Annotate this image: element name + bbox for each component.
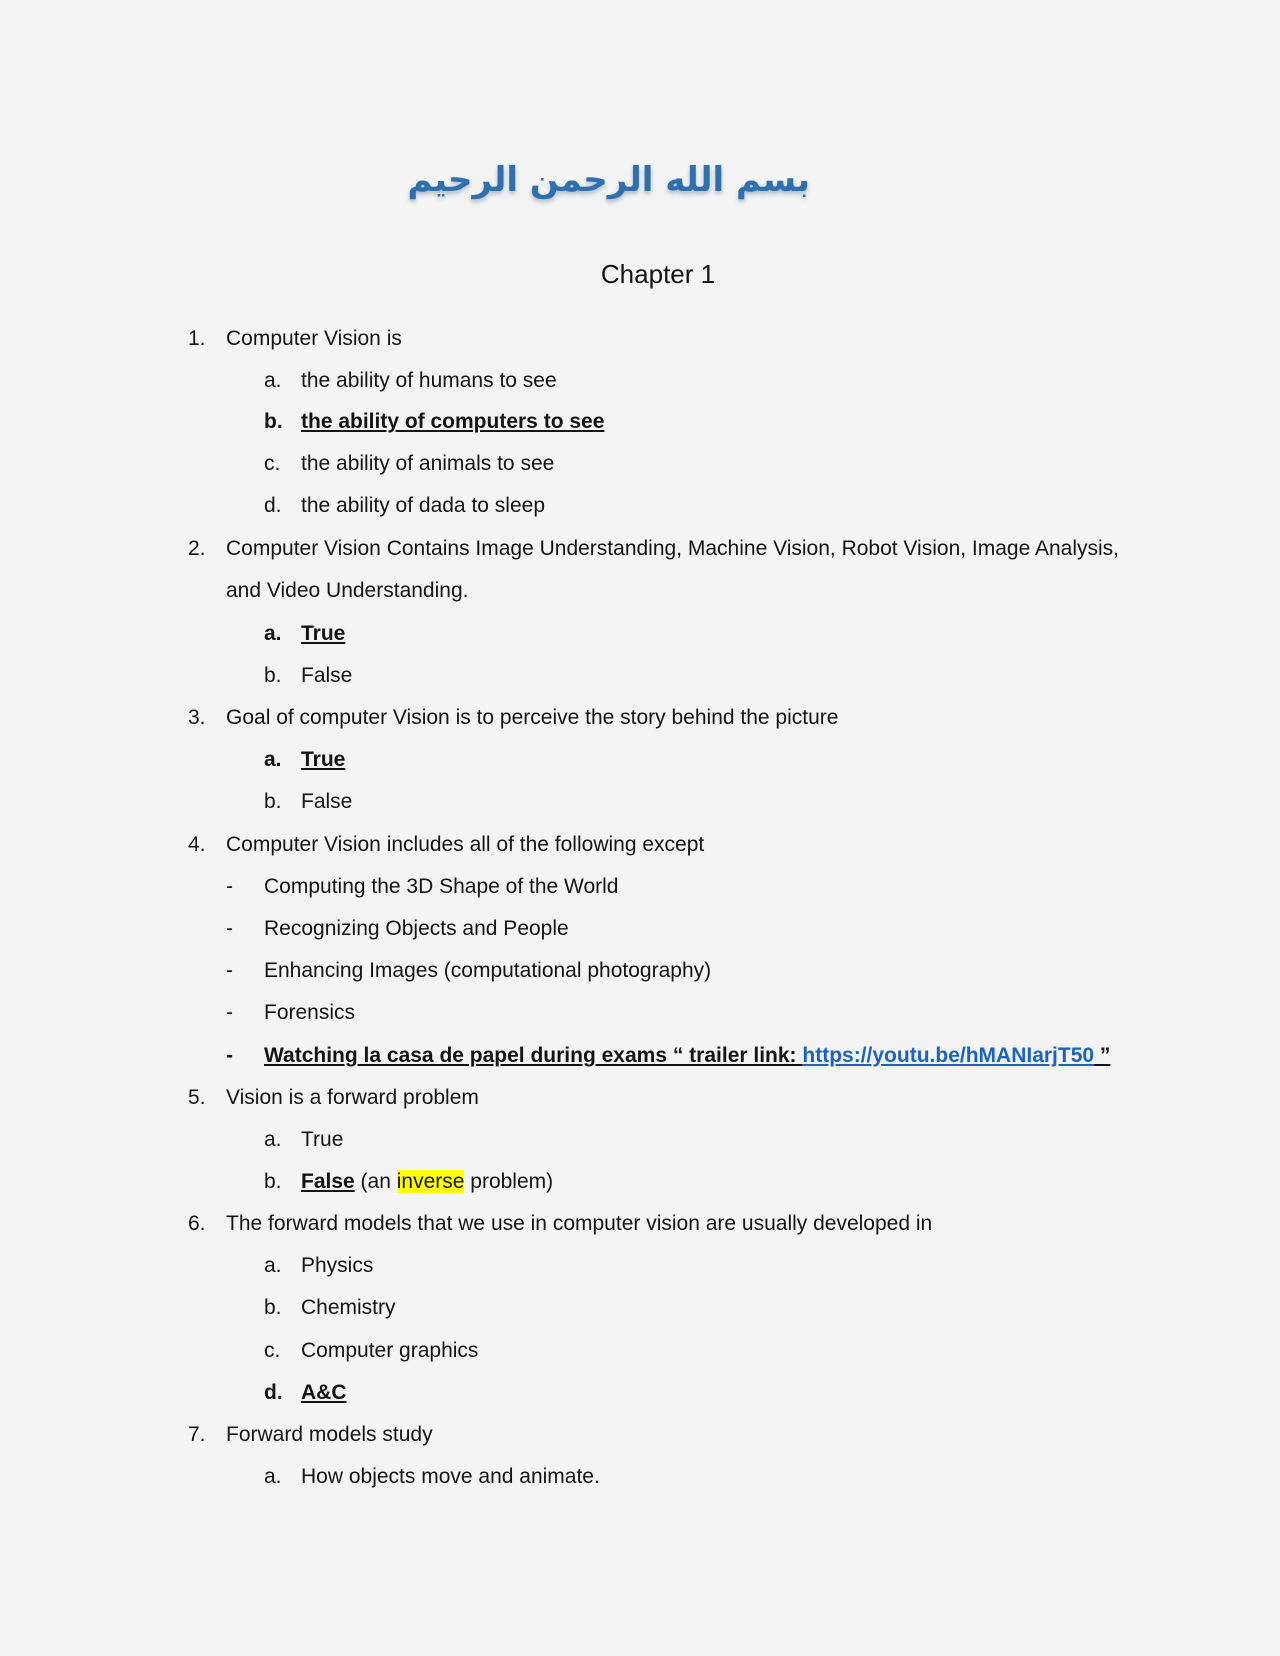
option-letter: b. <box>264 664 282 687</box>
bullet-text-answer <box>264 1041 1110 1071</box>
option-text-answer: the ability of computers to see <box>301 410 605 433</box>
option-text: How objects move and animate. <box>301 1465 600 1488</box>
option-letter: a. <box>264 369 282 392</box>
question-text: Computer Vision is <box>226 327 402 350</box>
question-text: The forward models that we use in computer vision are usually developed in <box>226 1212 933 1235</box>
dash-bullet: - <box>226 1044 233 1067</box>
option-text-answer: True <box>301 748 346 771</box>
highlighted-word: inverse <box>396 1170 465 1193</box>
option-letter: b. <box>264 790 282 813</box>
option-letter: a. <box>264 748 282 771</box>
question-number: 1. <box>188 327 206 350</box>
closing-quote: ” <box>1094 1044 1111 1067</box>
question-text: Goal of computer Vision is to perceive the story behind the picture <box>226 706 839 729</box>
question-number: 4. <box>188 833 206 856</box>
option-text: the ability of humans to see <box>301 369 557 392</box>
option-letter: b. <box>264 1170 282 1193</box>
option-letter: b. <box>264 410 283 433</box>
option-text: Physics <box>301 1254 374 1277</box>
option-text <box>301 1167 553 1197</box>
page-title: Chapter 1 <box>600 259 716 289</box>
question-text: Computer Vision Contains Image Understanding, Machine Vision, Robot Vision, Image Analysis, <box>226 537 1119 560</box>
question-text: Forward models study <box>226 1423 433 1446</box>
question-text: Computer Vision includes all of the following except <box>226 833 705 856</box>
bullet-text: Computing the 3D Shape of the World <box>264 875 619 898</box>
question-number: 5. <box>188 1086 206 1109</box>
option-letter: b. <box>264 1296 282 1319</box>
option-text: the ability of animals to see <box>301 452 555 475</box>
dash-bullet: - <box>226 959 233 982</box>
question-number: 2. <box>188 537 206 560</box>
basmala-calligraphy: بسم الله الرحمن الرحيم <box>407 160 810 200</box>
option-letter: a. <box>264 1128 282 1151</box>
option-letter: c. <box>264 1339 281 1362</box>
option-text: False <box>301 790 353 813</box>
question-number: 7. <box>188 1423 206 1446</box>
option-letter: a. <box>264 622 282 645</box>
option-text: the ability of dada to sleep <box>301 494 546 517</box>
dash-bullet: - <box>226 917 233 940</box>
bullet-text: Enhancing Images (computational photography) <box>264 959 712 982</box>
note-prefix: (an <box>354 1170 397 1193</box>
option-letter: a. <box>264 1465 282 1488</box>
trailer-link[interactable]: https://youtu.be/hMANIarjT50 <box>802 1044 1095 1067</box>
dash-bullet: - <box>226 875 233 898</box>
option-text: False <box>301 664 353 687</box>
option-letter: d. <box>264 1381 283 1404</box>
answer-text: Watching la casa de papel during exams “ trailer link: <box>264 1044 803 1067</box>
option-letter: c. <box>264 452 281 475</box>
option-letter: a. <box>264 1254 282 1277</box>
option-text: Chemistry <box>301 1296 396 1319</box>
dash-bullet: - <box>226 1001 233 1024</box>
option-text: True <box>301 1128 344 1151</box>
bullet-text: Recognizing Objects and People <box>264 917 569 940</box>
note-suffix: problem) <box>464 1170 554 1193</box>
question-text: and Video Understanding. <box>226 579 469 602</box>
question-number: 3. <box>188 706 206 729</box>
option-text-answer: True <box>301 622 346 645</box>
option-text: Computer graphics <box>301 1339 479 1362</box>
option-text-answer: False <box>301 1170 355 1193</box>
question-text: Vision is a forward problem <box>226 1086 479 1109</box>
option-text-answer: A&C <box>301 1381 347 1404</box>
bullet-text: Forensics <box>264 1001 356 1024</box>
option-letter: d. <box>264 494 282 517</box>
question-number: 6. <box>188 1212 206 1235</box>
